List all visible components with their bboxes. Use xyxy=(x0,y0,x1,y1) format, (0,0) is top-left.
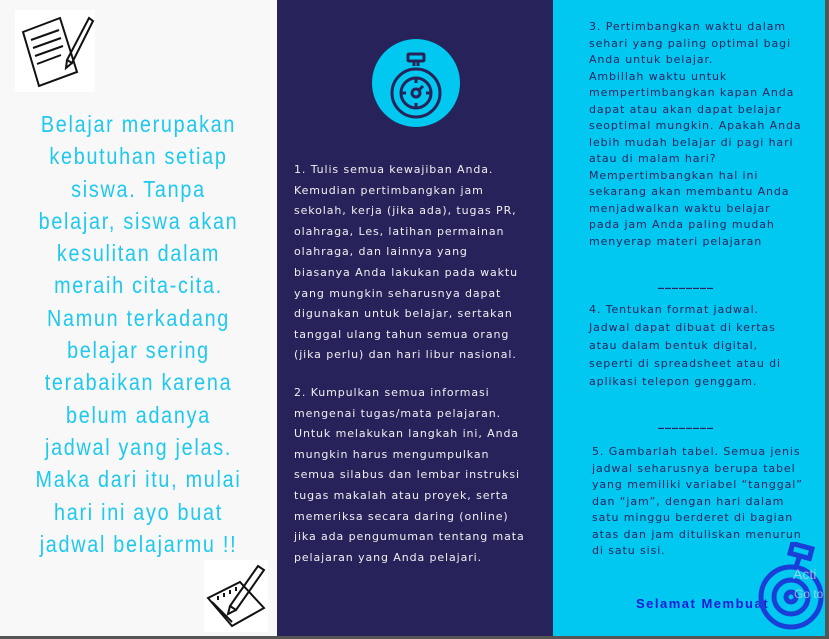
quote-line: jadwal yang jelas. xyxy=(44,433,233,460)
text-line: atau di malam hari? xyxy=(589,152,717,165)
text-line: 4. Tentukan format jadwal. xyxy=(589,303,759,316)
left-panel xyxy=(0,0,277,636)
text-line: jadwal seharusnya berupa tabel xyxy=(592,461,796,475)
quote-line: belajar, siswa akan xyxy=(38,207,239,234)
text-line: memeriksa secara daring (online) xyxy=(294,509,509,523)
text-line: Mempertimbangkan hal ini xyxy=(589,168,759,182)
quote-line: meraih cita-cita. xyxy=(54,272,223,299)
quote-line: kebutuhan setiap xyxy=(49,143,228,170)
quote-line: Maka dari itu, mulai xyxy=(35,466,242,493)
text-line: menjadwalkan waktu belajar xyxy=(589,201,771,215)
text-line: sekarang akan membantu Anda xyxy=(589,185,790,198)
stopwatch-icon xyxy=(371,38,461,128)
activation-watermark: Acti xyxy=(793,566,817,582)
text-line: Untuk melakukan langkah ini, Anda xyxy=(294,427,519,441)
text-line: yang memiliki variabel “tanggal” xyxy=(592,478,803,491)
text-line: yang mungkin seharusnya dapat xyxy=(294,286,502,300)
text-line: 3. Pertimbangkan waktu dalam xyxy=(589,20,786,33)
text-line: seoptimal mungkin. Apakah Anda xyxy=(589,119,802,132)
text-line: sekolah, kerja (jika ada), tugas PR, xyxy=(294,204,517,218)
quote-line: belajar sering xyxy=(67,337,210,364)
text-line: olahraga, Les, latihan permainan xyxy=(294,224,505,238)
step-3-text xyxy=(589,19,801,250)
step-2-text xyxy=(294,383,552,568)
text-line: pada jam Anda paling mudah xyxy=(589,218,775,231)
quote-line: siswa. Tanpa xyxy=(71,175,206,202)
text-line: Ambillah waktu untuk xyxy=(589,69,728,83)
text-line: Jadwal dapat dibuat di kertas xyxy=(589,321,776,334)
text-line: biasanya Anda lakukan pada waktu xyxy=(294,265,519,279)
activation-watermark-sub: Go to xyxy=(794,587,824,601)
text-line: semua silabus dan lembar instruksi xyxy=(294,468,520,482)
text-line: tugas makalah atau proyek, serta xyxy=(294,488,509,502)
quote-line: Namun terkadang xyxy=(46,304,231,331)
quote-line: jadwal belajarmu !! xyxy=(39,530,238,557)
quote-line: terabaikan karena xyxy=(44,369,233,396)
text-line: lebih mudah belajar di pagi hari xyxy=(589,135,794,149)
divider: ________ xyxy=(658,415,714,429)
step-1-text xyxy=(294,160,552,366)
text-line: 1. Tulis semua kewajiban Anda. xyxy=(294,163,494,176)
text-line: tanggal ulang tahun semua orang xyxy=(294,327,510,341)
notepad-pencil-icon xyxy=(15,10,95,92)
quote-line: kesulitan dalam xyxy=(56,240,221,267)
text-line: satu minggu berderet di bagian xyxy=(592,511,794,524)
text-line: 2. Kumpulkan semua informasi xyxy=(294,386,490,399)
closing-text: Selamat Membuat xyxy=(636,596,770,611)
text-line: atau dalam bentuk digital, xyxy=(589,339,758,352)
middle-panel xyxy=(277,0,553,636)
quote-line: Belajar merupakan xyxy=(40,111,237,137)
text-line: mungkin harus mengumpulkan xyxy=(294,447,490,461)
text-line: seperti di spreadsheet atau di xyxy=(589,357,782,370)
text-line: jika ada pengumuman tentang mata xyxy=(294,530,525,544)
right-panel xyxy=(553,0,825,636)
step-4-text xyxy=(589,301,781,391)
notebook-pencil-icon xyxy=(204,560,268,632)
text-line: mempertimbangkan kapan Anda xyxy=(589,86,795,99)
motivation-quote xyxy=(0,108,277,560)
text-line: digunakan untuk belajar, sertakan xyxy=(294,307,513,321)
quote-line: belum adanya xyxy=(66,401,211,428)
text-line: sehari yang paling optimal bagi xyxy=(589,36,792,50)
text-line: aplikasi telepon genggam. xyxy=(589,375,758,388)
divider: ________ xyxy=(658,275,714,289)
text-line: atas dan jam dituliskan menurun xyxy=(592,527,802,541)
text-line: di satu sisi. xyxy=(592,544,666,557)
text-line: Anda untuk belajar. xyxy=(589,53,714,66)
text-line: (jika perlu) dan hari libur nasional. xyxy=(294,348,517,362)
text-line: dapat atau akan dapat belajar xyxy=(589,102,782,116)
text-line: dan “jam”, dengan hari dalam xyxy=(592,494,785,508)
text-line: pelajaran yang Anda pelajari. xyxy=(294,550,483,564)
text-line: menyerap materi pelajaran xyxy=(589,234,763,248)
text-line: olahraga, dan lainnya yang xyxy=(294,245,468,259)
text-line: 5. Gambarlah tabel. Semua jenis xyxy=(592,445,801,458)
text-line: Kemudian pertimbangkan jam xyxy=(294,183,484,197)
text-line: mengenai tugas/mata pelajaran. xyxy=(294,406,501,420)
quote-line: hari ini ayo buat xyxy=(54,498,223,525)
